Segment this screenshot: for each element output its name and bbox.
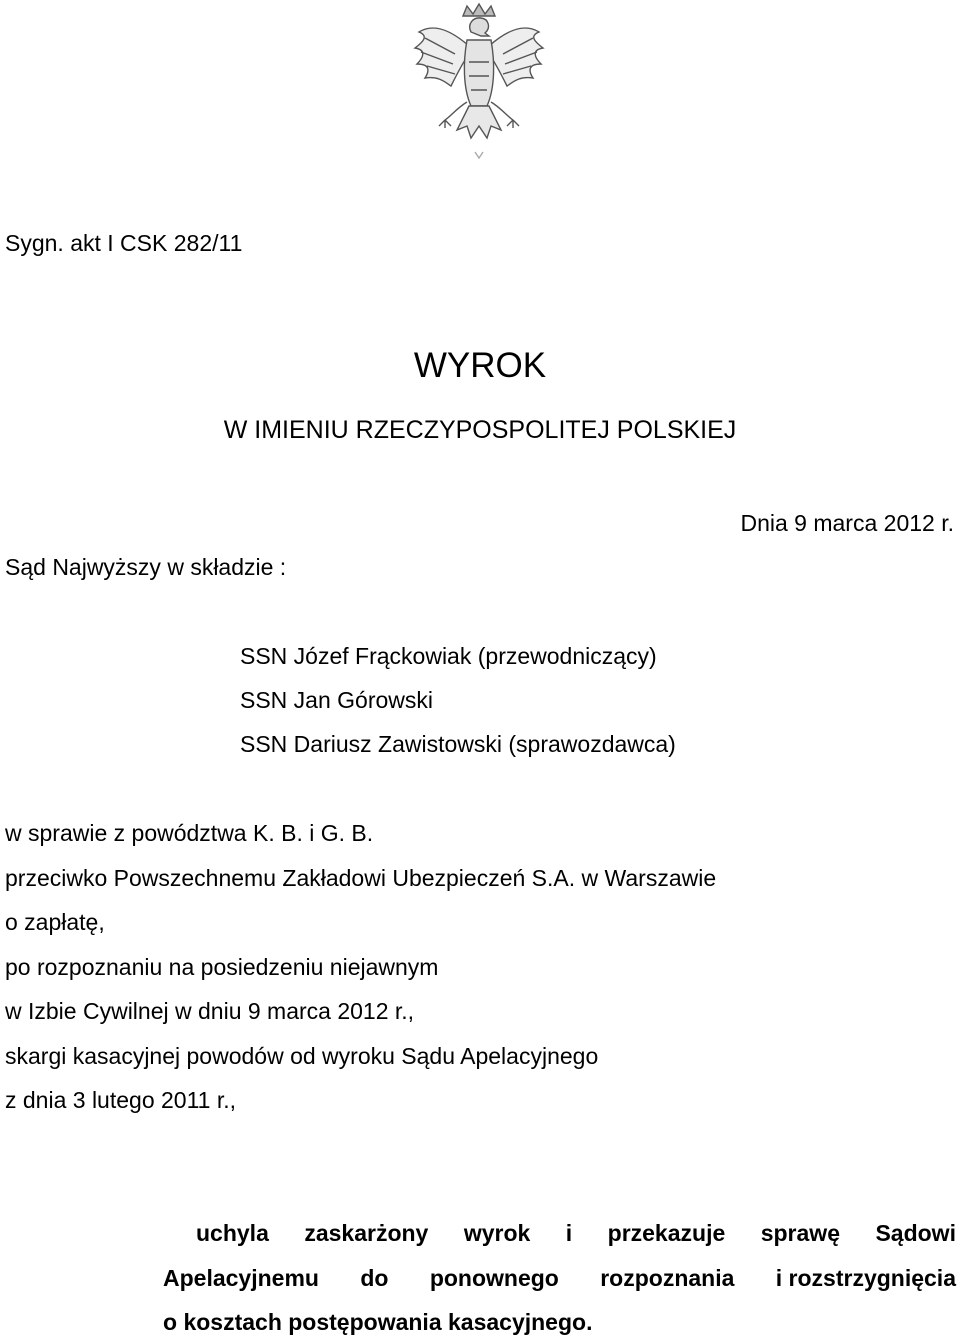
ruling-word: do xyxy=(360,1265,389,1291)
ruling-word: uchyla xyxy=(196,1220,269,1246)
ruling-word: i xyxy=(565,1220,573,1246)
polish-eagle-emblem-icon xyxy=(405,2,553,162)
case-line-claim: o zapłatę, xyxy=(5,909,105,935)
ruling-word: rozpoznania xyxy=(600,1265,735,1291)
court-composition-label: Sąd Najwyższy w składzie : xyxy=(5,554,287,580)
ruling-word: Apelacyjnemu xyxy=(163,1265,319,1291)
judge-rapporteur: SSN Dariusz Zawistowski (sprawozdawca) xyxy=(240,731,676,757)
ruling-word: zaskarżony xyxy=(304,1220,429,1246)
ruling-word: wyrok xyxy=(463,1220,531,1246)
case-line-defendant: przeciwko Powszechnemu Zakładowi Ubezpieczeń S.A. w Warszawie xyxy=(5,865,717,891)
ruling-word: i rozstrzygnięcia xyxy=(775,1265,956,1291)
ruling-word: przekazuje xyxy=(607,1220,726,1246)
document-subtitle: W IMIENIU RZECZYPOSPOLITEJ POLSKIEJ xyxy=(223,416,737,444)
case-signature: Sygn. akt I CSK 282/11 xyxy=(5,230,243,256)
ruling-line-3: o kosztach postępowania kasacyjnego. xyxy=(163,1309,593,1335)
ruling-line-1 xyxy=(196,1222,956,1245)
case-line-parties: w sprawie z powództwa K. B. i G. B. xyxy=(5,820,374,846)
case-line-chamber: w Izbie Cywilnej w dniu 9 marca 2012 r., xyxy=(5,998,415,1024)
case-line-appeal: skargi kasacyjnej powodów od wyroku Sądu Apelacyjnego xyxy=(5,1043,599,1069)
judge-member: SSN Jan Górowski xyxy=(240,687,434,713)
ruling-word: ponownego xyxy=(429,1265,559,1291)
ruling-word: Sądowi xyxy=(875,1220,956,1246)
ruling-word: sprawę xyxy=(760,1220,840,1246)
ruling-line-2 xyxy=(163,1267,956,1290)
judge-presiding: SSN Józef Frąckowiak (przewodniczący) xyxy=(240,643,657,669)
judgment-date: Dnia 9 marca 2012 r. xyxy=(740,510,954,536)
document-title: WYROK xyxy=(413,346,547,385)
case-line-judgment-date: z dnia 3 lutego 2011 r., xyxy=(5,1087,237,1113)
case-line-hearing: po rozpoznaniu na posiedzeniu niejawnym xyxy=(5,954,439,980)
